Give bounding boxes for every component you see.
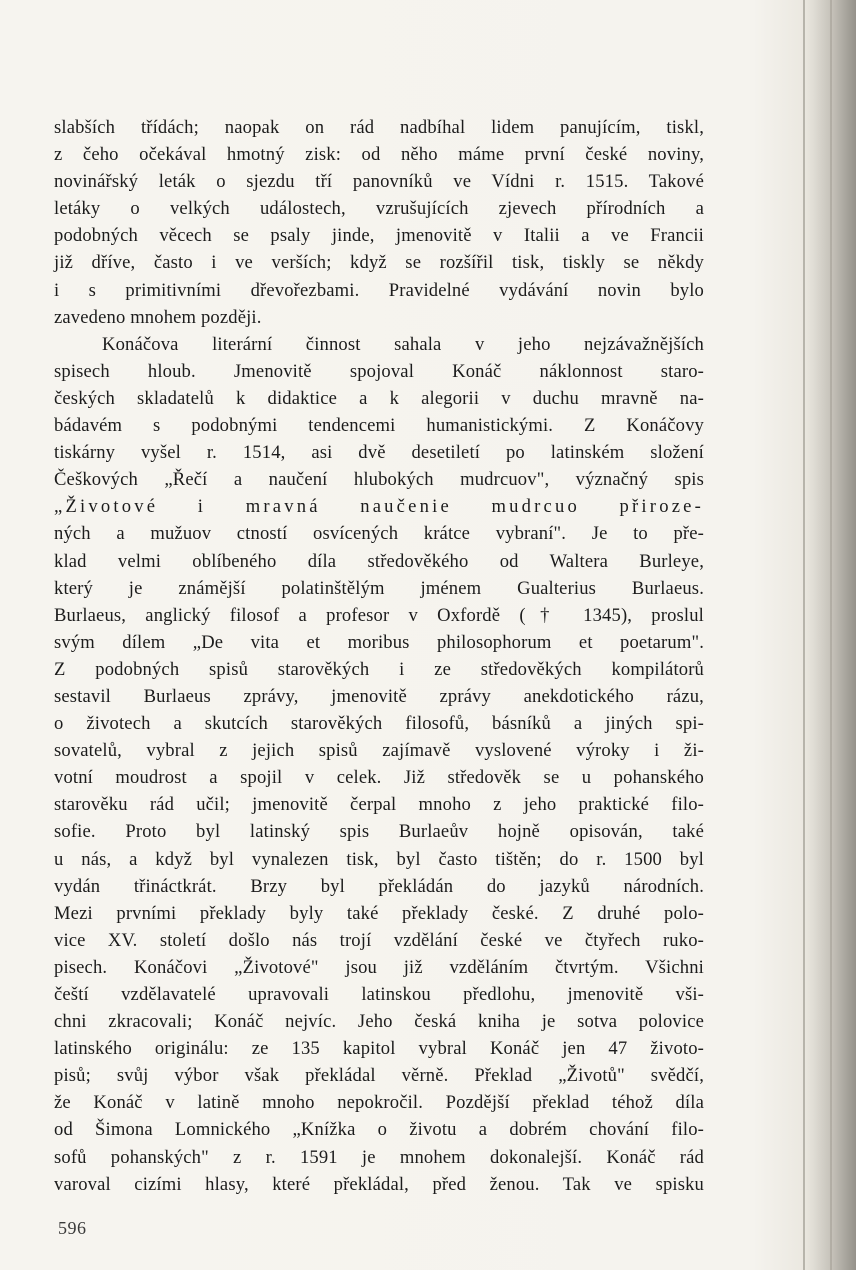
text-line: novinářský leták o sjezdu tří panovníků ve Vídni r. 1515. Takové <box>54 171 704 193</box>
text-line: spisech hloub. Jmenovitě spojoval Konáč náklonnost staro- <box>54 360 704 382</box>
text-line: chni zkracovali; Konáč nejvíc. Jeho česká kniha je sotva polovice <box>54 1011 704 1033</box>
text-line: pisech. Konáčovi „Životové" jsou již vzděláním čtvrtým. Všichni <box>54 956 704 978</box>
text-line: od Šimona Lomnického „Knížka o životu a dobrém chování filo- <box>54 1119 704 1141</box>
text-line: letáky o velkých událostech, vzrušujících zjevech přírodních a <box>54 198 704 220</box>
text-line: vydán třináctkrát. Brzy byl překládán do jazyků národních. <box>54 875 704 897</box>
page-number: 596 <box>58 1218 87 1238</box>
gutter-edge-line <box>830 0 832 1270</box>
body-text <box>54 114 704 1198</box>
text-line: českých skladatelů k didaktice a k alegorii v duchu mravně na- <box>54 387 704 409</box>
text-line: bádavém s podobnými tendencemi humanistickými. Z Konáčovy <box>54 415 704 437</box>
text-line: klad velmi oblíbeného díla středověkého od Waltera Burleye, <box>54 550 704 572</box>
text-line: z čeho očekával hmotný zisk: od něho máme první české noviny, <box>54 144 704 166</box>
text-line: že Konáč v latině mnoho nepokročil. Pozdější překlad téhož díla <box>54 1092 704 1114</box>
text-line: starověku rád učil; jmenovitě čerpal mnoho z jeho praktické filo- <box>54 794 704 816</box>
text-line: čeští vzdělavatelé upravovali latinskou předlohu, jmenovitě vši- <box>54 984 704 1005</box>
text-line: sofů pohanských" z r. 1591 je mnohem dokonalejší. Konáč rád <box>54 1146 704 1168</box>
text-line: Burlaeus, anglický filosof a profesor v Oxfordě († 1345), proslul <box>54 604 704 626</box>
text-line: svým dílem „De vita et moribus philosophorum et poetarum". <box>54 631 704 653</box>
text-line: Mezi prvními překlady byly také překlady české. Z druhé polo- <box>54 902 704 924</box>
text-line: „Životové i mravná naučenie mudrcuo přiroze- <box>54 496 704 518</box>
text-line: tiskárny vyšel r. 1514, asi dvě desetiletí po latinském složení <box>54 442 704 464</box>
text-line: sovatelů, vybral z jejich spisů zajímavě vyslovené výroky i ži- <box>54 740 704 762</box>
text-line: i s primitivními dřevořezbami. Pravidelné vydávání novin bylo <box>54 279 704 301</box>
text-line: který je známější polatinštělým jménem Gualterius Burlaeus. <box>54 577 704 599</box>
text-line: latinského originálu: ze 135 kapitol vybral Konáč jen 47 životo- <box>54 1038 704 1060</box>
text-line: o životech a skutcích starověkých filosofů, básníků a jiných spi- <box>54 713 704 735</box>
text-line: již dříve, často i ve verších; když se rozšířil tisk, tiskly se někdy <box>54 252 704 274</box>
text-line: votní moudrost a spojil v celek. Již středověk se u pohanského <box>54 767 704 789</box>
text-line: slabších třídách; naopak on rád nadbíhal lidem panujícím, tiskl, <box>54 117 704 138</box>
text-line: ných a mužuov ctností osvícených krátce vybraní". Je to pře- <box>54 523 704 545</box>
text-line: varoval cizími hlasy, které překládal, před ženou. Tak ve spisku <box>54 1173 704 1195</box>
text-line: pisů; svůj výbor však překládal věrně. Překlad „Životů" svědčí, <box>54 1065 704 1087</box>
text-line: Češkových „Řečí a naučení hlubokých mudrcuov", význačný spis <box>54 469 704 491</box>
text-line: Z podobných spisů starověkých i ze středověkých kompilátorů <box>54 658 704 680</box>
text-line: podobných věcech se psaly jinde, jmenovitě v Italii a ve Francii <box>54 225 704 247</box>
text-line: Konáčova literární činnost sahala v jeho nejzávažnějších <box>102 333 704 355</box>
text-line: vice XV. století došlo nás trojí vzdělání české ve čtyřech ruko- <box>54 929 704 951</box>
text-line: sestavil Burlaeus zprávy, jmenovitě zprávy anekdotického rázu, <box>54 685 704 707</box>
gutter-edge-line <box>803 0 805 1270</box>
text-line: u nás, a když byl vynalezen tisk, byl často tištěn; do r. 1500 byl <box>54 848 704 870</box>
text-line: zavedeno mnohem později. <box>54 306 262 328</box>
text-line: sofie. Proto byl latinský spis Burlaeův hojně opisován, také <box>54 821 704 843</box>
